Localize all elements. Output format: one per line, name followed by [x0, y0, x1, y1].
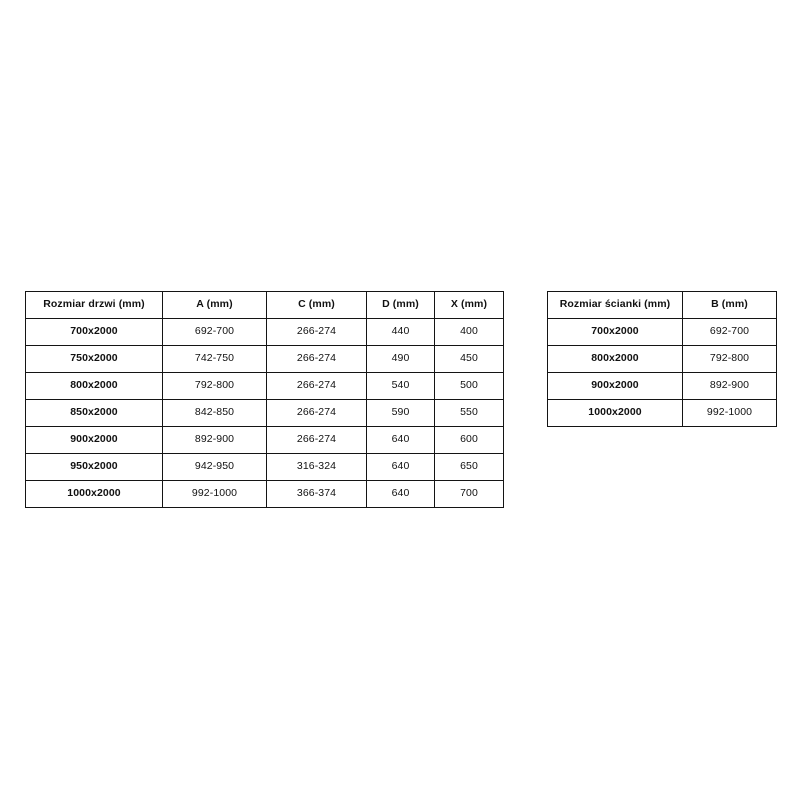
table-row — [26, 454, 504, 481]
cell-x: 450 — [435, 346, 504, 373]
cell-x: 650 — [435, 454, 504, 481]
cell-c: 366-374 — [267, 481, 367, 508]
cell-a: 942-950 — [163, 454, 267, 481]
cell-b: 692-700 — [683, 319, 777, 346]
cell-c: 316-324 — [267, 454, 367, 481]
cell-d: 590 — [367, 400, 435, 427]
cell-d: 640 — [367, 427, 435, 454]
cell-door-size: 750x2000 — [26, 346, 163, 373]
cell-x: 550 — [435, 400, 504, 427]
door-size-table — [25, 291, 504, 508]
cell-a: 792-800 — [163, 373, 267, 400]
cell-a: 742-750 — [163, 346, 267, 373]
cell-c: 266-274 — [267, 346, 367, 373]
cell-c: 266-274 — [267, 400, 367, 427]
cell-b: 992-1000 — [683, 400, 777, 427]
table-header-row — [26, 292, 504, 319]
table-row — [26, 346, 504, 373]
cell-d: 540 — [367, 373, 435, 400]
cell-door-size: 800x2000 — [26, 373, 163, 400]
cell-a: 842-850 — [163, 400, 267, 427]
table-row — [26, 400, 504, 427]
cell-d: 640 — [367, 454, 435, 481]
table-row — [548, 346, 777, 373]
cell-b: 892-900 — [683, 373, 777, 400]
cell-door-size: 700x2000 — [26, 319, 163, 346]
cell-d: 440 — [367, 319, 435, 346]
table-row — [548, 319, 777, 346]
column-header-d: D (mm) — [367, 292, 435, 319]
cell-door-size: 850x2000 — [26, 400, 163, 427]
cell-door-size: 1000x2000 — [26, 481, 163, 508]
column-header-a: A (mm) — [163, 292, 267, 319]
cell-door-size: 900x2000 — [26, 427, 163, 454]
cell-d: 490 — [367, 346, 435, 373]
table-row — [26, 319, 504, 346]
table-row — [26, 481, 504, 508]
cell-wall-size: 800x2000 — [548, 346, 683, 373]
column-header-c: C (mm) — [267, 292, 367, 319]
cell-a: 692-700 — [163, 319, 267, 346]
table-row — [26, 373, 504, 400]
cell-c: 266-274 — [267, 319, 367, 346]
cell-x: 700 — [435, 481, 504, 508]
cell-x: 500 — [435, 373, 504, 400]
column-header-door-size: Rozmiar drzwi (mm) — [26, 292, 163, 319]
cell-b: 792-800 — [683, 346, 777, 373]
cell-d: 640 — [367, 481, 435, 508]
table-header-row — [548, 292, 777, 319]
cell-x: 400 — [435, 319, 504, 346]
cell-wall-size: 700x2000 — [548, 319, 683, 346]
table-row — [26, 427, 504, 454]
column-header-wall-size: Rozmiar ścianki (mm) — [548, 292, 683, 319]
table-row — [548, 400, 777, 427]
column-header-x: X (mm) — [435, 292, 504, 319]
cell-door-size: 950x2000 — [26, 454, 163, 481]
cell-a: 992-1000 — [163, 481, 267, 508]
cell-wall-size: 900x2000 — [548, 373, 683, 400]
column-header-b: B (mm) — [683, 292, 777, 319]
wall-size-table — [547, 291, 777, 427]
spec-tables-sheet — [0, 291, 800, 508]
cell-c: 266-274 — [267, 427, 367, 454]
cell-wall-size: 1000x2000 — [548, 400, 683, 427]
table-row — [548, 373, 777, 400]
cell-c: 266-274 — [267, 373, 367, 400]
cell-x: 600 — [435, 427, 504, 454]
cell-a: 892-900 — [163, 427, 267, 454]
